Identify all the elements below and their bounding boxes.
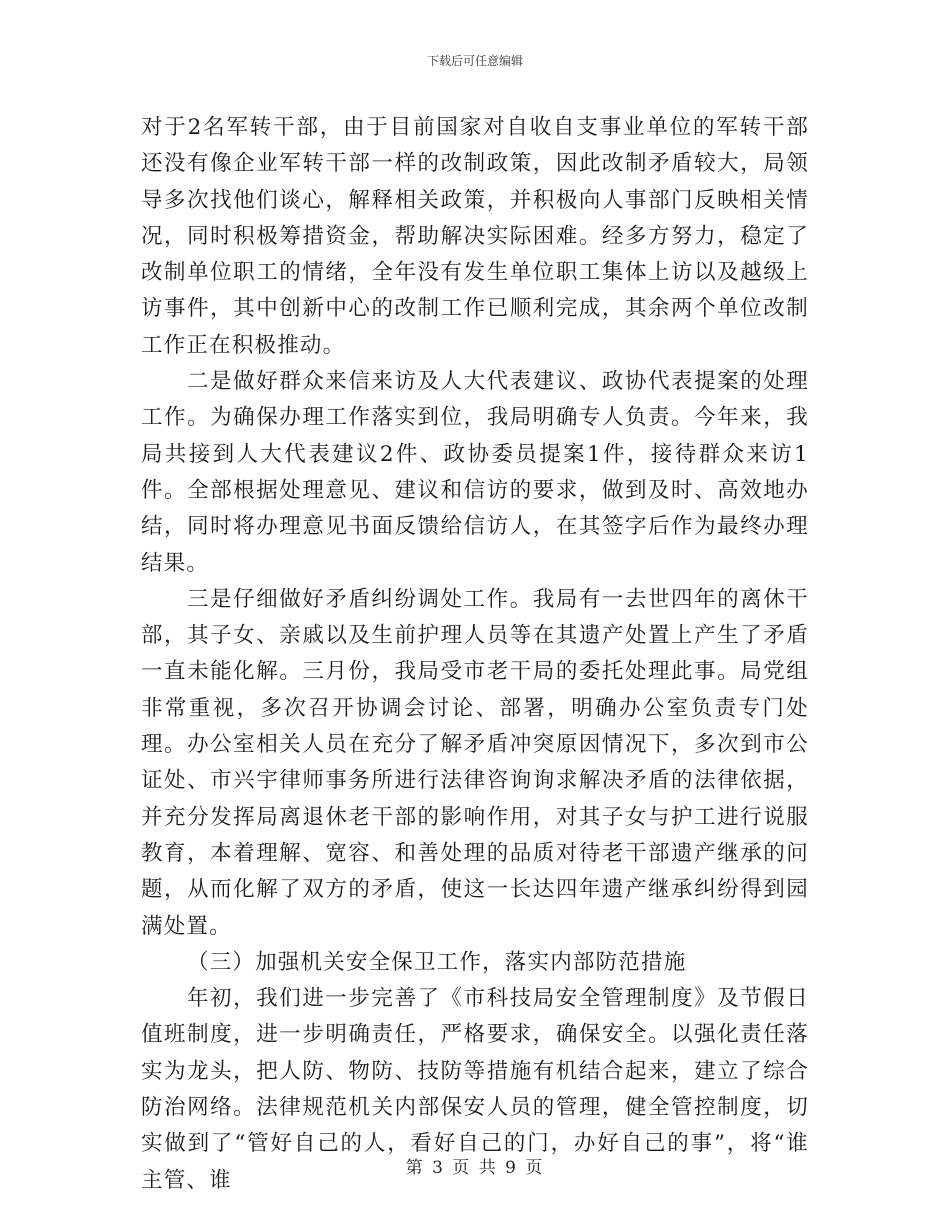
paragraph-military-cadres: 对于2名军转干部，由于目前国家对自收自支事业单位的军转干部还没有像企业军转干部一样的改制政策，因此改制矛盾较大，局领导多次找他们谈心，解释相关政策，并积极向人事部门反映相关情况，同时积极筹措资金，帮助解决实际困难。经多方努力，稳定了改制单位职工的情绪，全年没有发生单位职工集体上访以及越级上访事件，其中创新中心的改制工作已顺利完成，其余两个单位改制工作正在积极推动。: [141, 115, 809, 358]
page-header: 下载后可任意编辑: [426, 54, 523, 68]
page-number: 第 3 页 共 9 页: [405, 1158, 545, 1178]
section-heading-security: （三）加强机关安全保卫工作，落实内部防范措施: [187, 949, 687, 975]
paragraph-petitions: 二是做好群众来信来访及人大代表建议、政协代表提案的处理工作。为确保办理工作落实到位，我局明确专人负责。今年来，我局共接到人大代表建议2件、政协委员提案1件，接待群众来访1件。全部根据处理意见、建议和信访的要求，做到及时、高效地办结，同时将办理意见书面反馈给信访人，在其签字后作为最终办理结果。: [141, 369, 809, 576]
paragraph-dispute-mediation: 三是仔细做好矛盾纠纷调处工作。我局有一去世四年的离休干部，其子女、亲戚以及生前护理人员等在其遗产处置上产生了矛盾一直未能化解。三月份，我局受市老干局的委托处理此事。局党组非常重视，多次召开协调会讨论、部署，明确办公室负责专门处理。办公室相关人员在充分了解矛盾冲突原因情况下，多次到市公证处、市兴宇律师事务所进行法律咨询询求解决矛盾的法律依据，并充分发挥局离退休老干部的影响作用，对其子女与护工进行说服教育，本着理解、宽容、和善处理的品质对待老干部遗产继承的问题，从而化解了双方的矛盾，使这一长达四年遗产继承纠纷得到园满处置。: [141, 586, 809, 939]
paragraph-security-measures: 年初，我们进一步完善了《市科技局安全管理制度》及节假日值班制度，进一步明确责任，严格要求，确保安全。以强化责任落实为龙头，把人防、物防、技防等措施有机结合起来，建立了综合防治网络。法律规范机关内部保安人员的管理，健全管控制度，切实做到了“管好自己的人，看好自己的门，办好自己的事”，将“谁主管、谁: [141, 986, 809, 1193]
document-body: [141, 110, 809, 1199]
